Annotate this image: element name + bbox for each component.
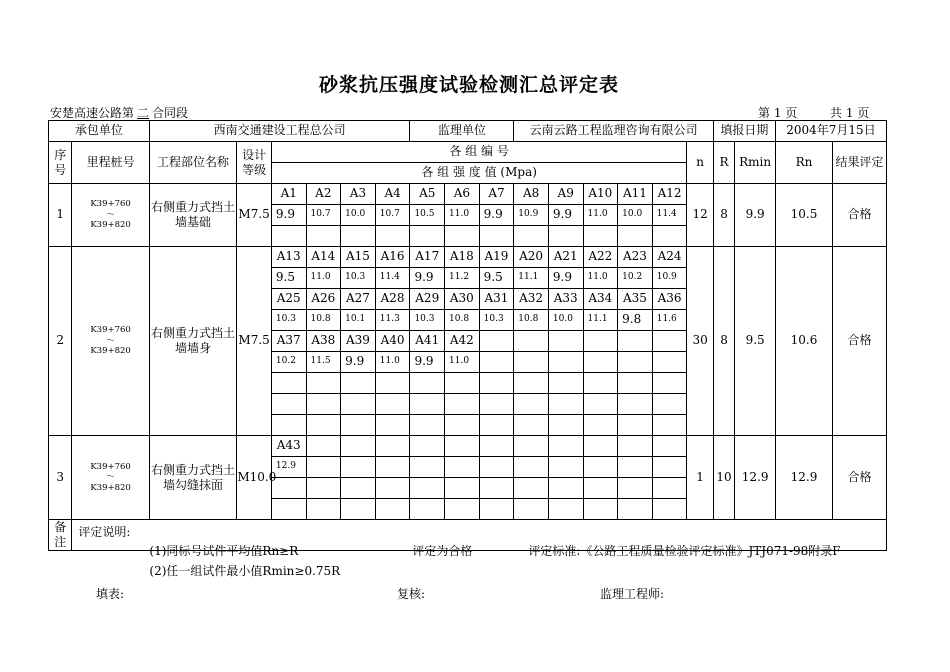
- strength-value: 10.0: [548, 310, 583, 331]
- group-id: A41: [410, 331, 445, 352]
- empty-cell: [479, 478, 514, 499]
- group-id: A32: [514, 289, 549, 310]
- empty-cell: [341, 415, 376, 436]
- row-r: 8: [713, 184, 734, 247]
- table-row: [49, 247, 887, 268]
- row-station: [72, 247, 149, 436]
- group-id: A8: [514, 184, 549, 205]
- group-id: A4: [375, 184, 410, 205]
- empty-cell: [583, 226, 618, 247]
- table-row: [49, 436, 887, 457]
- empty-cell: [306, 415, 341, 436]
- strength-value: 11.4: [375, 268, 410, 289]
- supervisor-value: 云南云路工程监理咨询有限公司: [514, 121, 714, 142]
- strength-value: 11.0: [583, 268, 618, 289]
- header-row-1: [49, 142, 887, 163]
- empty-cell: [514, 415, 549, 436]
- row-seq: 2: [49, 247, 72, 436]
- empty-cell: [652, 394, 687, 415]
- strength-value: 9.9: [271, 205, 306, 226]
- group-id: [583, 436, 618, 457]
- empty-cell: [306, 226, 341, 247]
- row-n: 12: [687, 184, 714, 247]
- group-id: A37: [271, 331, 306, 352]
- empty-cell: [410, 415, 445, 436]
- empty-cell: [479, 373, 514, 394]
- empty-cell: [618, 394, 653, 415]
- strength-value: 10.9: [514, 205, 549, 226]
- strength-value: 9.9: [479, 205, 514, 226]
- group-id: A24: [652, 247, 687, 268]
- strength-value: 9.9: [548, 205, 583, 226]
- station-station-to: K39+820: [90, 220, 131, 231]
- empty-cell: [618, 415, 653, 436]
- remarks-body: [72, 520, 887, 578]
- station-station-from: K39+760: [90, 461, 131, 472]
- empty-cell: [514, 226, 549, 247]
- strength-value: 9.9: [548, 268, 583, 289]
- empty-cell: [479, 226, 514, 247]
- group-id: A38: [306, 331, 341, 352]
- page-title: 砂浆抗压强度试验检测汇总评定表: [318, 74, 619, 96]
- strength-value: 10.8: [445, 310, 480, 331]
- row-rn: 10.6: [775, 247, 832, 436]
- group-id: [652, 331, 687, 352]
- group-id: [341, 436, 376, 457]
- empty-cell: [479, 499, 514, 520]
- empty-cell: [410, 478, 445, 499]
- strength-value: [306, 457, 341, 478]
- empty-cell: [410, 373, 445, 394]
- project-section: [50, 104, 188, 121]
- remarks-row: [49, 520, 887, 551]
- remarks-line-1: (1)同标号试件平均值Rn≥R: [149, 544, 299, 558]
- strength-value: 11.1: [583, 310, 618, 331]
- empty-cell: [410, 499, 445, 520]
- row-rmin: 9.9: [735, 184, 776, 247]
- row-part: 右侧重力式挡土墙墙身: [149, 247, 237, 436]
- empty-cell: [445, 478, 480, 499]
- strength-value: 10.7: [375, 205, 410, 226]
- date-value: 2004年7月15日: [775, 121, 886, 142]
- strength-value: [618, 352, 653, 373]
- empty-cell: [375, 415, 410, 436]
- strength-value: [341, 457, 376, 478]
- empty-cell: [306, 478, 341, 499]
- empty-cell: [375, 226, 410, 247]
- strength-value: 10.5: [410, 205, 445, 226]
- group-id: [514, 436, 549, 457]
- group-id: A29: [410, 289, 445, 310]
- strength-value: [479, 457, 514, 478]
- remarks-standard: 评定标准:《公路工程质量检验评定标准》JTJ071-98附录F: [528, 544, 841, 558]
- empty-cell: [410, 394, 445, 415]
- empty-cell: [271, 415, 306, 436]
- strength-value: [410, 457, 445, 478]
- summary-table: [48, 120, 887, 578]
- empty-cell: [341, 499, 376, 520]
- station-station-from: K39+760: [90, 325, 131, 336]
- group-id: [306, 436, 341, 457]
- station-station-from: K39+760: [90, 199, 131, 210]
- reviewed-by-label: 复核:: [397, 587, 426, 601]
- group-id: A33: [548, 289, 583, 310]
- strength-value: 10.0: [618, 205, 653, 226]
- strength-value: 10.3: [271, 310, 306, 331]
- empty-cell: [618, 226, 653, 247]
- filled-by-label: 填表:: [96, 587, 125, 601]
- empty-cell: [306, 499, 341, 520]
- group-id: [479, 436, 514, 457]
- empty-cell: [271, 226, 306, 247]
- strength-value: 9.8: [618, 310, 653, 331]
- empty-cell: [445, 499, 480, 520]
- group-id: A10: [583, 184, 618, 205]
- header-group-numbers: 各 组 编 号: [271, 142, 686, 163]
- group-id: A31: [479, 289, 514, 310]
- group-id: A21: [548, 247, 583, 268]
- group-id: A2: [306, 184, 341, 205]
- strength-value: [514, 352, 549, 373]
- strength-value: 11.2: [445, 268, 480, 289]
- empty-cell: [271, 499, 306, 520]
- empty-cell: [583, 499, 618, 520]
- strength-value: [479, 352, 514, 373]
- strength-value: 10.8: [514, 310, 549, 331]
- row-rmin: 12.9: [735, 436, 776, 520]
- empty-cell: [548, 373, 583, 394]
- empty-cell: [445, 373, 480, 394]
- strength-value: 10.3: [341, 268, 376, 289]
- remarks-line-2: (2)任一组试件最小值Rmin≥0.75R: [149, 564, 341, 578]
- strength-value: [652, 457, 687, 478]
- strength-value: 10.3: [479, 310, 514, 331]
- empty-cell: [306, 394, 341, 415]
- group-id: [445, 436, 480, 457]
- project-suffix: 合同段: [152, 106, 189, 120]
- empty-cell: [514, 373, 549, 394]
- row-grade: M10.0: [237, 436, 272, 520]
- strength-value: 9.9: [410, 352, 445, 373]
- group-id: A9: [548, 184, 583, 205]
- strength-value: 11.5: [306, 352, 341, 373]
- table-row: [49, 184, 887, 205]
- strength-value: [618, 457, 653, 478]
- strength-value: 10.3: [410, 310, 445, 331]
- group-id: A34: [583, 289, 618, 310]
- empty-cell: [375, 394, 410, 415]
- empty-cell: [271, 478, 306, 499]
- group-id: A20: [514, 247, 549, 268]
- strength-value: [375, 457, 410, 478]
- group-id: [548, 436, 583, 457]
- strength-value: 11.0: [306, 268, 341, 289]
- strength-value: 10.0: [341, 205, 376, 226]
- row-rn: 10.5: [775, 184, 832, 247]
- group-id: A7: [479, 184, 514, 205]
- strength-value: 9.9: [410, 268, 445, 289]
- empty-cell: [375, 373, 410, 394]
- strength-value: 9.5: [479, 268, 514, 289]
- info-row: [49, 121, 887, 142]
- remarks-conclusion: 评定为合格: [412, 544, 473, 558]
- strength-value: 11.0: [445, 205, 480, 226]
- empty-cell: [652, 226, 687, 247]
- row-rmin: 9.5: [735, 247, 776, 436]
- row-result: 合格: [832, 184, 886, 247]
- group-id: [618, 436, 653, 457]
- strength-value: [514, 457, 549, 478]
- empty-cell: [652, 499, 687, 520]
- group-id: A13: [271, 247, 306, 268]
- group-id: [514, 331, 549, 352]
- header-n: n: [687, 142, 714, 184]
- strength-value: 10.8: [306, 310, 341, 331]
- group-id: A35: [618, 289, 653, 310]
- strength-value: 11.1: [514, 268, 549, 289]
- strength-value: 10.2: [618, 268, 653, 289]
- page-total: 共 1 页: [830, 106, 870, 120]
- station-station-to: K39+820: [90, 346, 131, 357]
- empty-cell: [375, 499, 410, 520]
- strength-value: [583, 352, 618, 373]
- strength-value: [548, 457, 583, 478]
- strength-value: 10.9: [652, 268, 687, 289]
- empty-cell: [652, 373, 687, 394]
- empty-cell: [514, 478, 549, 499]
- row-grade: M7.5: [237, 247, 272, 436]
- remarks-label: 备注: [49, 520, 72, 551]
- row-n: 30: [687, 247, 714, 436]
- contractor-label: 承包单位: [49, 121, 150, 142]
- contractor-value: 西南交通建设工程总公司: [149, 121, 410, 142]
- header-station: 里程桩号: [72, 142, 149, 184]
- date-label: 填报日期: [713, 121, 775, 142]
- strength-value: 12.9: [271, 457, 306, 478]
- empty-cell: [548, 226, 583, 247]
- group-id: A43: [271, 436, 306, 457]
- empty-cell: [548, 415, 583, 436]
- group-id: A5: [410, 184, 445, 205]
- group-id: A14: [306, 247, 341, 268]
- strength-value: 11.6: [652, 310, 687, 331]
- row-r: 8: [713, 247, 734, 436]
- group-id: [410, 436, 445, 457]
- group-id: [652, 436, 687, 457]
- row-station: [72, 184, 149, 247]
- empty-cell: [445, 226, 480, 247]
- empty-cell: [548, 499, 583, 520]
- empty-cell: [341, 226, 376, 247]
- remarks-heading: 评定说明:: [78, 525, 131, 539]
- group-id: A22: [583, 247, 618, 268]
- empty-cell: [341, 394, 376, 415]
- strength-value: [445, 457, 480, 478]
- strength-value: 11.3: [375, 310, 410, 331]
- strength-value: 11.4: [652, 205, 687, 226]
- station-station-sep: ～: [106, 335, 115, 346]
- group-id: [375, 436, 410, 457]
- strength-value: 10.1: [341, 310, 376, 331]
- empty-cell: [306, 373, 341, 394]
- empty-cell: [341, 478, 376, 499]
- empty-cell: [410, 226, 445, 247]
- empty-cell: [618, 478, 653, 499]
- row-result: 合格: [832, 247, 886, 436]
- group-id: A16: [375, 247, 410, 268]
- empty-cell: [618, 499, 653, 520]
- strength-value: [548, 352, 583, 373]
- empty-cell: [479, 415, 514, 436]
- empty-cell: [479, 394, 514, 415]
- group-id: [583, 331, 618, 352]
- strength-value: 9.5: [271, 268, 306, 289]
- empty-cell: [652, 478, 687, 499]
- strength-value: [583, 457, 618, 478]
- group-id: A19: [479, 247, 514, 268]
- empty-cell: [652, 415, 687, 436]
- group-id: A11: [618, 184, 653, 205]
- header-strength: 各 组 强 度 值 (Mpa): [271, 163, 686, 184]
- station-station-sep: ～: [106, 209, 115, 220]
- group-id: A40: [375, 331, 410, 352]
- header-r: R: [713, 142, 734, 184]
- row-part: 右侧重力式挡土墙勾缝抹面: [149, 436, 237, 520]
- group-id: A1: [271, 184, 306, 205]
- group-id: A39: [341, 331, 376, 352]
- project-prefix: 安楚高速公路第: [50, 106, 135, 120]
- empty-cell: [514, 394, 549, 415]
- header-rmin: Rmin: [735, 142, 776, 184]
- row-r: 10: [713, 436, 734, 520]
- group-id: A6: [445, 184, 480, 205]
- empty-cell: [341, 373, 376, 394]
- row-rn: 12.9: [775, 436, 832, 520]
- group-id: A42: [445, 331, 480, 352]
- strength-value: 11.0: [375, 352, 410, 373]
- row-seq: 1: [49, 184, 72, 247]
- strength-value: 11.0: [445, 352, 480, 373]
- row-n: 1: [687, 436, 714, 520]
- empty-cell: [445, 415, 480, 436]
- group-id: A30: [445, 289, 480, 310]
- empty-cell: [583, 394, 618, 415]
- empty-cell: [271, 394, 306, 415]
- page-number: 第 1 页: [758, 106, 798, 120]
- station-station-to: K39+820: [90, 482, 131, 493]
- strength-value: 9.9: [341, 352, 376, 373]
- row-seq: 3: [49, 436, 72, 520]
- group-id: [548, 331, 583, 352]
- header-grade: 设计等级: [237, 142, 272, 184]
- group-id: A28: [375, 289, 410, 310]
- empty-cell: [445, 394, 480, 415]
- group-id: A18: [445, 247, 480, 268]
- empty-cell: [375, 478, 410, 499]
- engineer-label: 监理工程师:: [600, 587, 665, 601]
- row-part: 右侧重力式挡土墙基础: [149, 184, 237, 247]
- empty-cell: [618, 373, 653, 394]
- group-id: A3: [341, 184, 376, 205]
- group-id: A12: [652, 184, 687, 205]
- group-id: A15: [341, 247, 376, 268]
- header-result: 结果评定: [832, 142, 886, 184]
- header-rn: Rn: [775, 142, 832, 184]
- empty-cell: [583, 415, 618, 436]
- section-number: 二: [137, 106, 150, 120]
- empty-cell: [271, 373, 306, 394]
- supervisor-label: 监理单位: [410, 121, 514, 142]
- group-id: A36: [652, 289, 687, 310]
- strength-value: [652, 352, 687, 373]
- row-grade: M7.5: [237, 184, 272, 247]
- row-station: [72, 436, 149, 520]
- station-station-sep: ～: [106, 472, 115, 483]
- group-id: A27: [341, 289, 376, 310]
- group-id: A23: [618, 247, 653, 268]
- empty-cell: [514, 499, 549, 520]
- group-id: [618, 331, 653, 352]
- header-seq: 序号: [49, 142, 72, 184]
- group-id: A26: [306, 289, 341, 310]
- empty-cell: [548, 478, 583, 499]
- header-part: 工程部位名称: [149, 142, 237, 184]
- empty-cell: [583, 478, 618, 499]
- empty-cell: [548, 394, 583, 415]
- row-result: 合格: [832, 436, 886, 520]
- strength-value: 10.2: [271, 352, 306, 373]
- group-id: [479, 331, 514, 352]
- group-id: A17: [410, 247, 445, 268]
- strength-value: 11.0: [583, 205, 618, 226]
- strength-value: 10.7: [306, 205, 341, 226]
- empty-cell: [583, 373, 618, 394]
- group-id: A25: [271, 289, 306, 310]
